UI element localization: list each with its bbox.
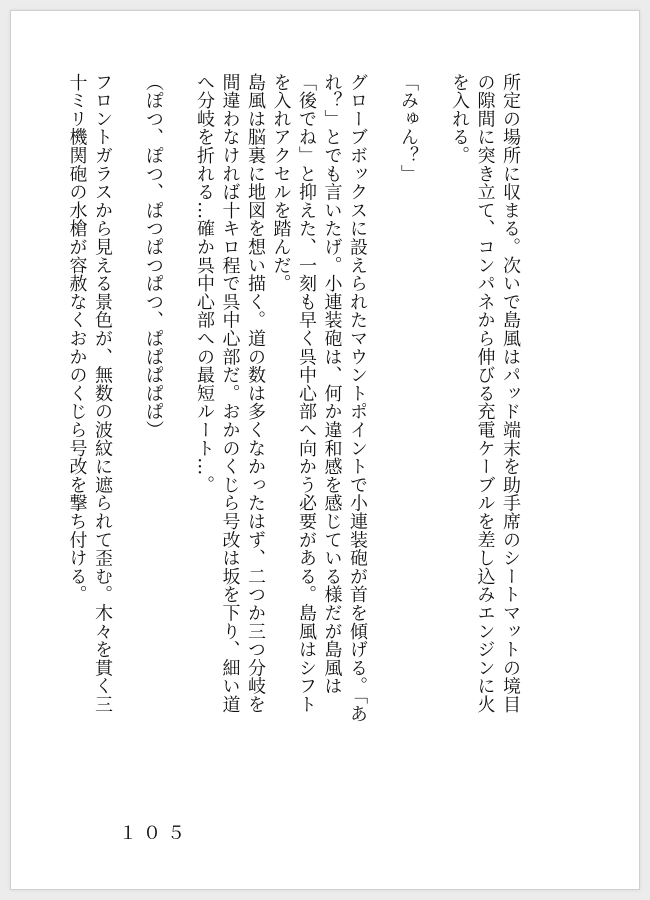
paragraph-6: フロントガラスから見える景色が、無数の波紋に遮られて歪む。木々を貫く三十ミリ機関砲の水槍が容赦なくおかのくじら号改を撃ち付ける。 <box>66 73 113 714</box>
paragraph-5: （ぽつ、ぽつ、ぱつぱつぱつ、ぱぱぱぱぱ） <box>143 73 164 439</box>
paragraph-3: グローブボックスに設えられたマウントポイントで小連装砲が首を傾げる。「あれ？」とでも言いたげ。小連装砲は、何か違和感を感じている様だが島風は「後でね」と抑えた、一刻も早く呉中心部へ向かう必要がある。島風はシフトを入れアクセルを踏んだ。 <box>270 73 368 723</box>
paragraph-4: 島風は脳裏に地図を想い描く。道の数は多くなかったはず、二つか三つ分岐を間違わなければ十キロ程で呉中心部だ。おかのくじら号改は坂を下り、細い道へ分岐を折れる…確か呉中心部への最短ルート…。 <box>194 73 266 714</box>
vertical-text-body <box>64 73 523 723</box>
paragraph-1: 所定の場所に収まる。次いで島風はパッド端末を助手席のシートマットの境目の隙間に突き立て、コンパネから伸びる充電ケーブルを差し込みエンジンに火を入れる。 <box>449 73 521 714</box>
paragraph-2: 「みゅん？」 <box>398 73 419 183</box>
page-number: １０５ <box>119 823 191 844</box>
book-page <box>10 10 640 890</box>
